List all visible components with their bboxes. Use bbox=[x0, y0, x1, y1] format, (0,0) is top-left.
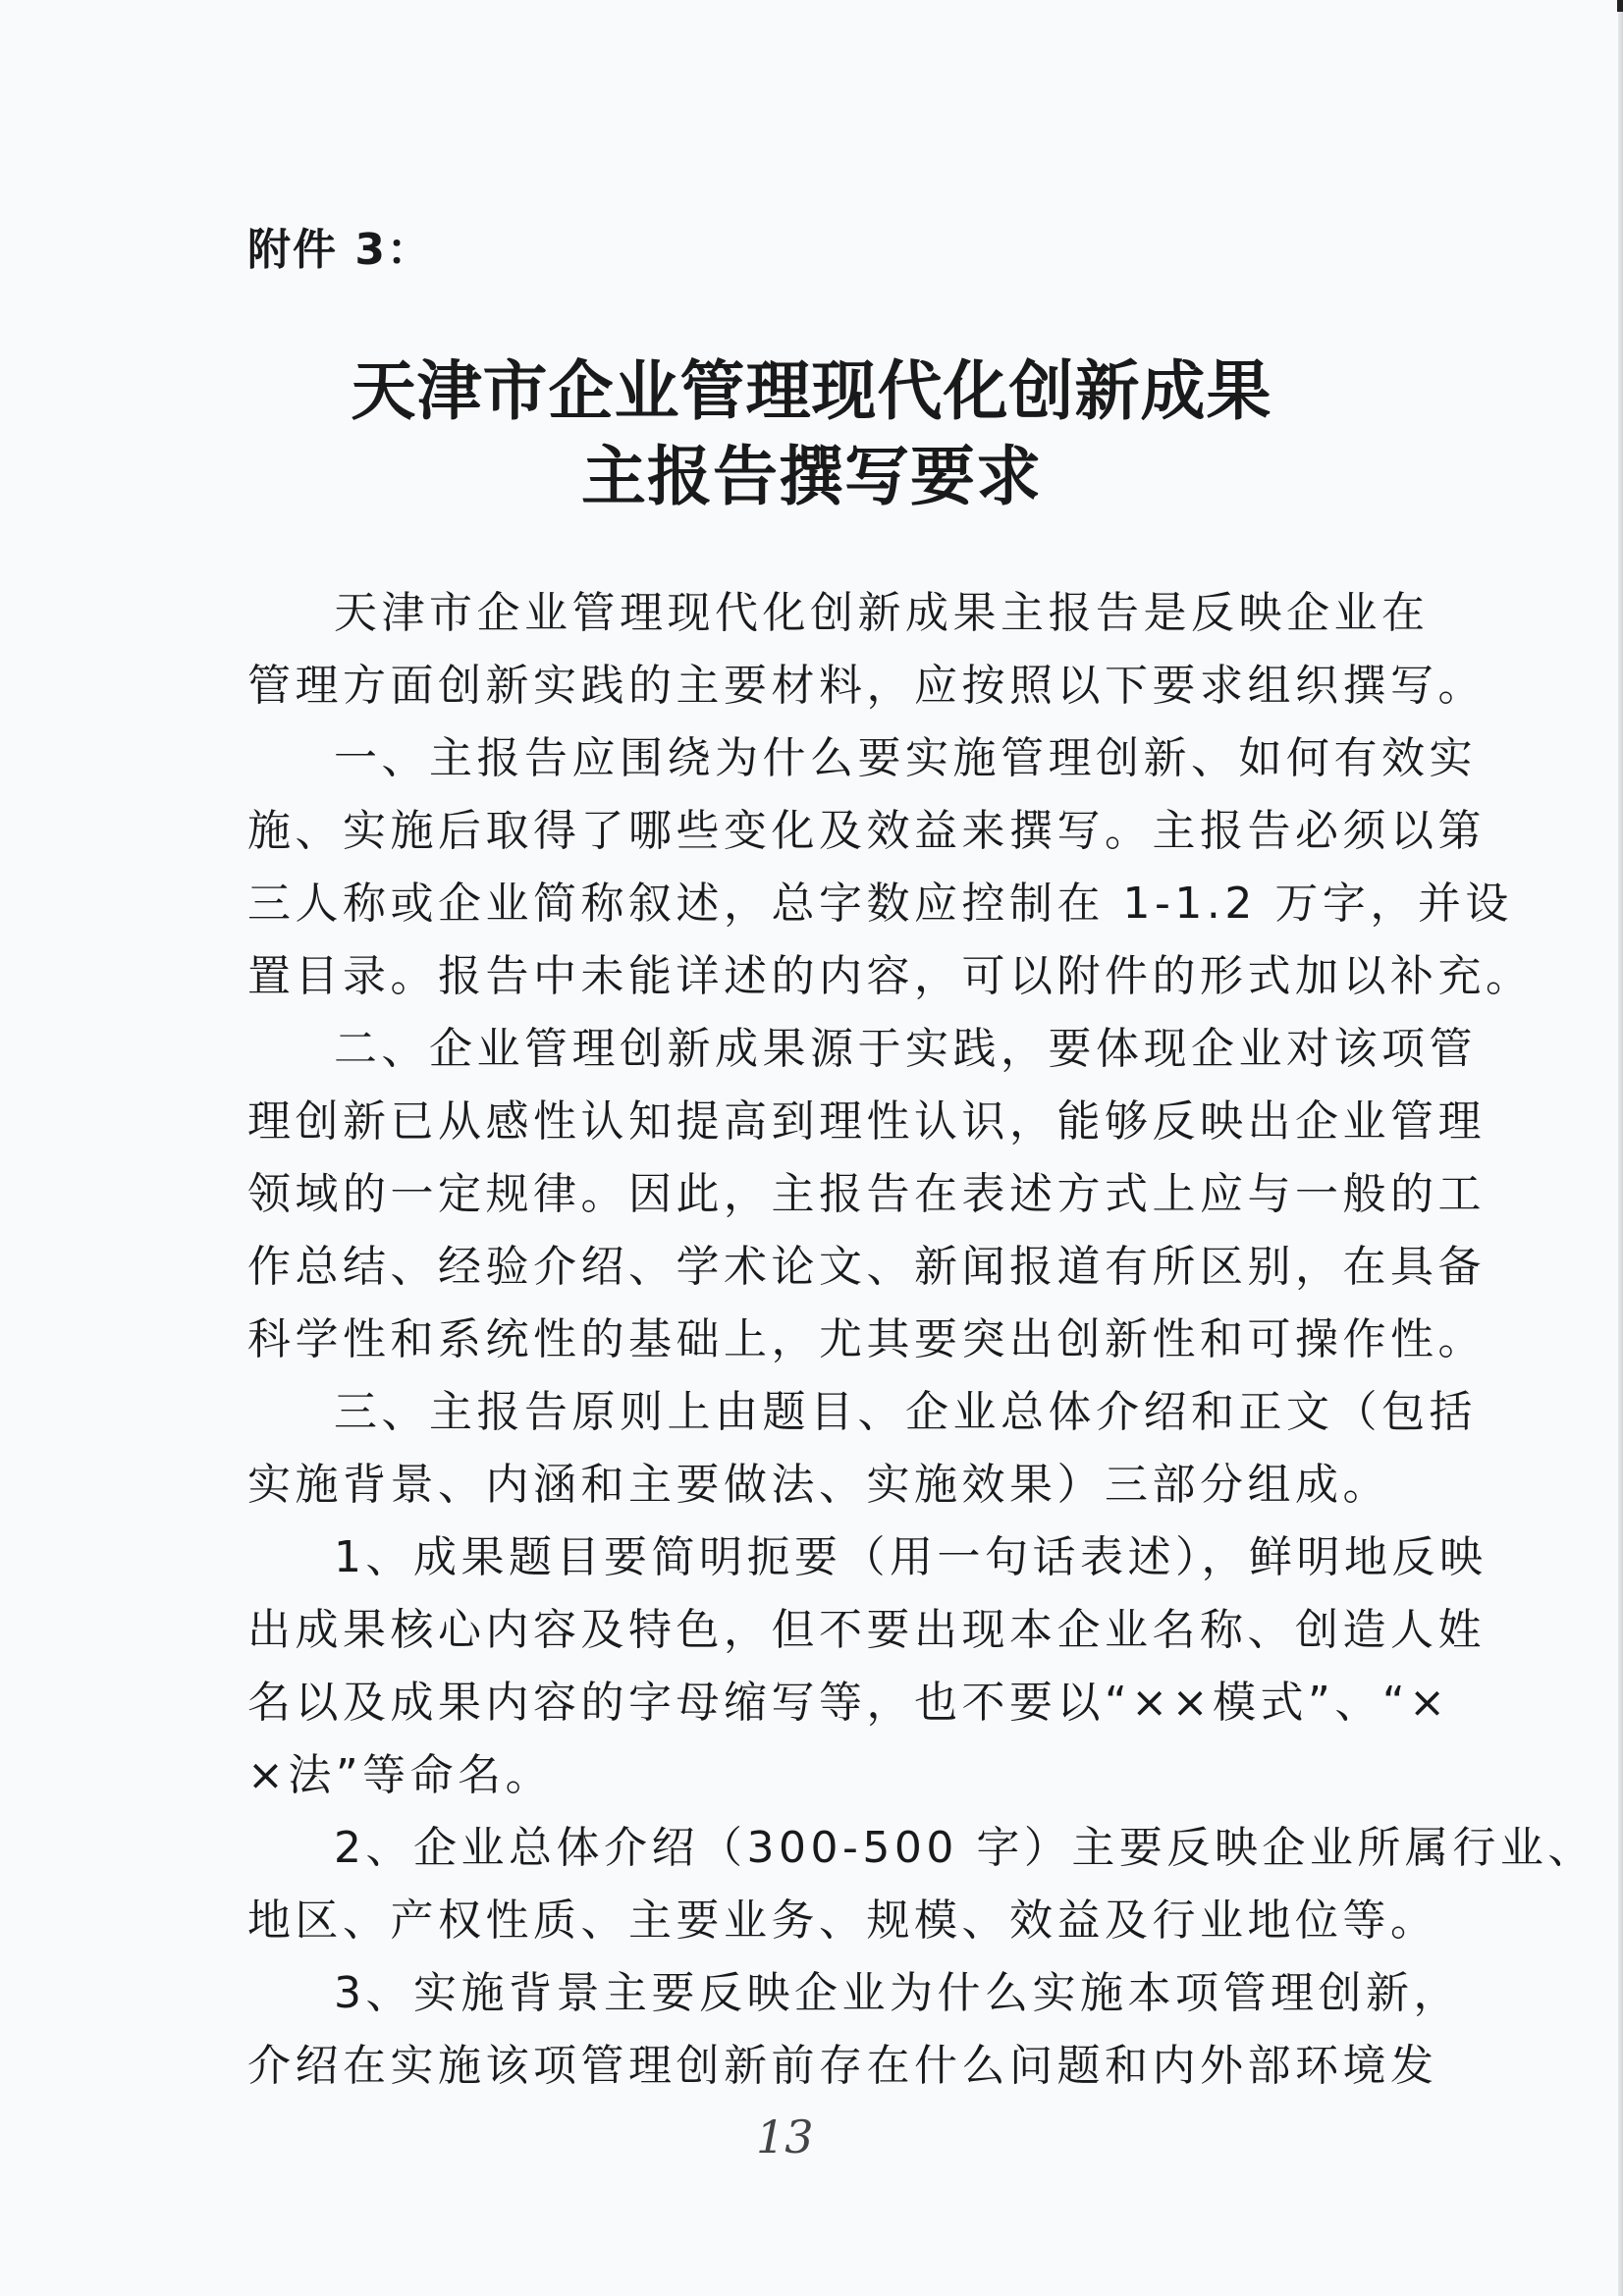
document-body bbox=[247, 577, 1596, 2103]
body-text-line: 三人称或企业简称叙述，总字数应控制在 1-1.2 万字，并设 bbox=[247, 879, 1513, 929]
attachment-label: 附件 3： bbox=[247, 225, 432, 275]
body-text-line: 置目录。报告中未能详述的内容，可以附件的形式加以补充。 bbox=[247, 951, 1534, 1001]
body-text-line: 实施背景、内涵和主要做法、实施效果）三部分组成。 bbox=[247, 1460, 1390, 1510]
body-text-line: 天津市企业管理现代化创新成果主报告是反映企业在 bbox=[334, 588, 1430, 638]
body-text-line: 领域的一定规律。因此，主报告在表述方式上应与一般的工 bbox=[247, 1169, 1486, 1219]
page-number: 13 bbox=[756, 2110, 814, 2163]
document-title-line-1: 天津市企业管理现代化创新成果 bbox=[351, 352, 1272, 429]
body-text-line: ×法”等命名。 bbox=[247, 1750, 554, 1800]
body-text-line: 理创新已从感性认知提高到理性认识，能够反映出企业管理 bbox=[247, 1096, 1486, 1147]
body-text-line: 二、企业管理创新成果源于实践，要体现企业对该项管 bbox=[334, 1024, 1477, 1074]
body-text-line: 作总结、经验介绍、学术论文、新闻报道有所区别，在具备 bbox=[247, 1242, 1486, 1292]
body-text-line: 介绍在实施该项管理创新前存在什么问题和内外部环境发 bbox=[247, 2041, 1438, 2091]
scan-corner-mark bbox=[1617, 0, 1623, 12]
body-text-line: 3、实施背景主要反映企业为什么实施本项管理创新， bbox=[334, 1968, 1461, 2018]
body-text-line: 1、成果题目要简明扼要（用一句话表述），鲜明地反映 bbox=[334, 1532, 1488, 1582]
body-text-line: 管理方面创新实践的主要材料，应按照以下要求组织撰写。 bbox=[247, 661, 1486, 711]
body-text-line: 出成果核心内容及特色，但不要出现本企业名称、创造人姓 bbox=[247, 1605, 1486, 1655]
body-text-line: 科学性和系统性的基础上，尤其要突出创新性和可操作性。 bbox=[247, 1314, 1486, 1364]
body-text-line: 一、主报告应围绕为什么要实施管理创新、如何有效实 bbox=[334, 733, 1477, 783]
body-text-line: 2、企业总体介绍（300-500 字）主要反映企业所属行业、 bbox=[334, 1823, 1596, 1873]
body-text-line: 三、主报告原则上由题目、企业总体介绍和正文（包括 bbox=[334, 1387, 1477, 1437]
body-text-line: 施、实施后取得了哪些变化及效益来撰写。主报告必须以第 bbox=[247, 806, 1486, 856]
document-title-line-2: 主报告撰写要求 bbox=[581, 438, 1042, 514]
body-text-line: 名以及成果内容的字母缩写等，也不要以“××模式”、“× bbox=[247, 1678, 1450, 1728]
body-text-line: 地区、产权性质、主要业务、规模、效益及行业地位等。 bbox=[247, 1896, 1438, 1946]
